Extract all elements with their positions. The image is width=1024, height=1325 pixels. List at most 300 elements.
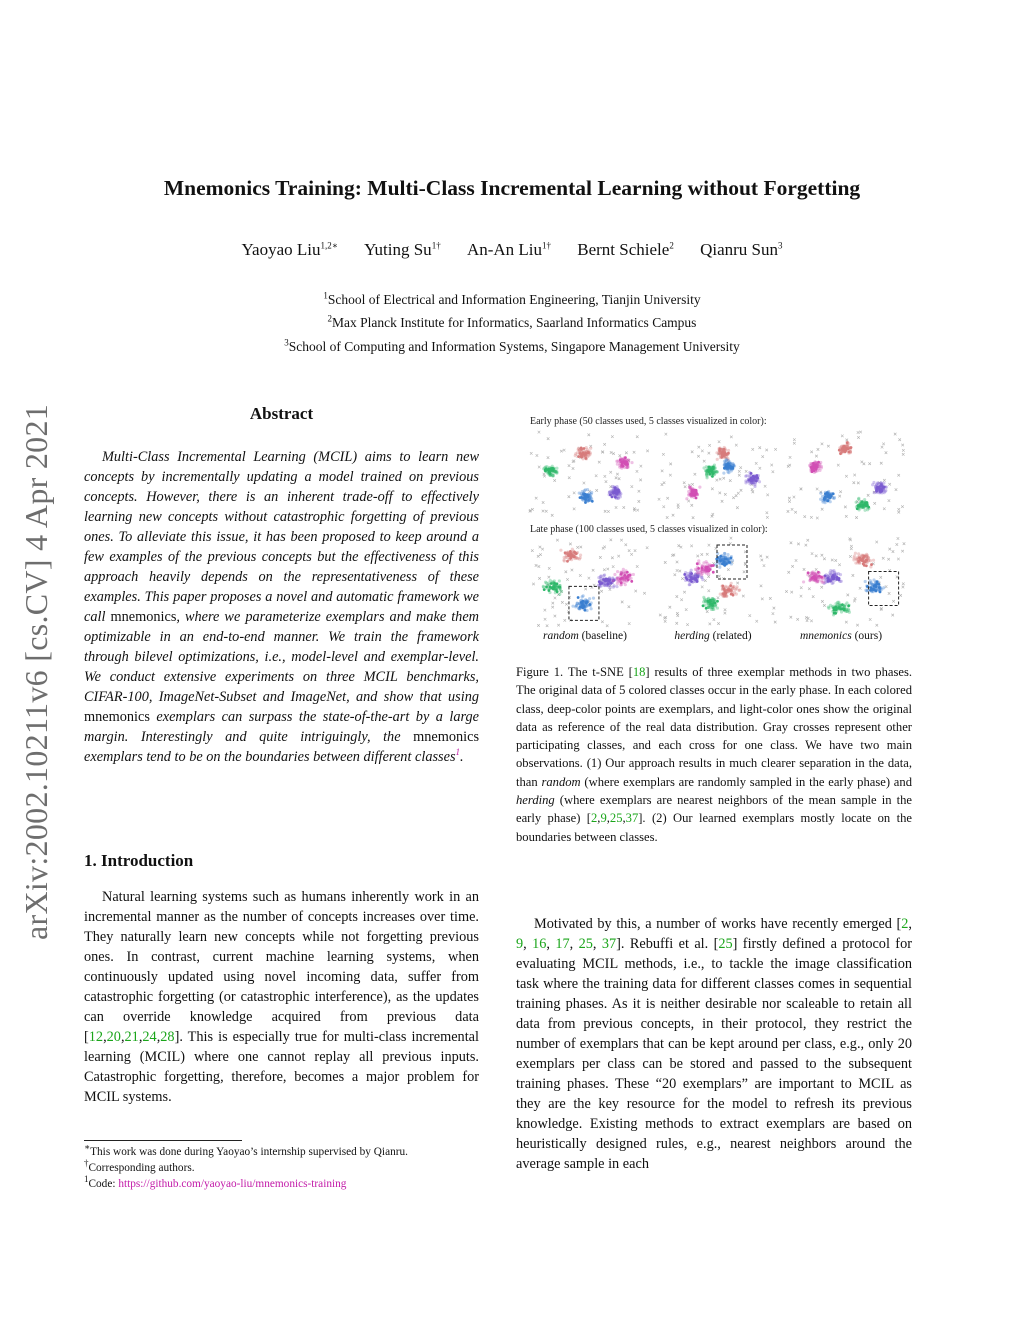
other-class-cross — [844, 506, 847, 509]
exemplar-point — [856, 504, 859, 507]
data-point — [702, 600, 705, 603]
other-class-cross — [772, 470, 775, 473]
other-class-cross — [794, 511, 797, 514]
exemplar-point — [835, 578, 838, 581]
exemplar-point — [629, 574, 632, 577]
exemplar-point — [755, 480, 758, 483]
citation-link[interactable]: 2 — [590, 811, 598, 826]
other-class-cross — [810, 516, 813, 519]
other-class-cross — [882, 443, 885, 446]
other-class-cross — [639, 479, 642, 482]
exemplar-point — [712, 602, 715, 605]
exemplar-point — [723, 467, 726, 470]
exemplar-point — [750, 477, 753, 480]
other-class-cross — [535, 564, 538, 567]
exemplar-point — [623, 574, 626, 577]
data-point — [702, 466, 705, 469]
data-point — [829, 569, 832, 572]
other-class-cross — [855, 516, 858, 519]
other-class-cross — [676, 595, 679, 598]
other-class-cross — [856, 624, 859, 627]
citation-link[interactable]: 37 — [601, 936, 617, 952]
exemplar-point — [817, 571, 820, 574]
data-point — [727, 471, 730, 474]
other-class-cross — [721, 500, 724, 503]
other-class-cross — [787, 571, 790, 574]
other-class-cross — [883, 479, 886, 482]
exemplar-point — [696, 575, 699, 578]
other-class-cross — [662, 453, 665, 456]
exemplar-point — [721, 585, 724, 588]
other-class-cross — [680, 546, 683, 549]
other-class-cross — [542, 501, 545, 504]
data-point — [737, 589, 740, 592]
other-class-cross — [557, 624, 560, 627]
citation-link[interactable]: 20 — [106, 1029, 121, 1045]
data-point — [714, 605, 717, 608]
exemplar-point — [839, 452, 842, 455]
data-point — [820, 579, 823, 582]
data-point — [864, 589, 867, 592]
other-class-cross — [592, 569, 595, 572]
data-point — [845, 601, 848, 604]
other-class-cross — [601, 620, 604, 623]
other-class-cross — [563, 619, 566, 622]
other-class-cross — [683, 481, 686, 484]
data-point — [544, 581, 547, 584]
exemplar-point — [577, 596, 580, 599]
other-class-cross — [634, 549, 637, 552]
other-class-cross — [845, 621, 848, 624]
other-class-cross — [791, 508, 794, 511]
other-class-cross — [612, 452, 615, 455]
other-class-cross — [584, 588, 587, 591]
data-point — [624, 583, 627, 586]
other-class-cross — [885, 451, 888, 454]
exemplar-point — [721, 454, 724, 457]
other-class-cross — [617, 555, 620, 558]
other-class-cross — [821, 600, 824, 603]
exemplar-point — [690, 580, 693, 583]
exemplar-point — [580, 496, 583, 499]
exemplar-point — [705, 607, 708, 610]
other-class-cross — [892, 600, 895, 603]
other-class-cross — [800, 488, 803, 491]
other-class-cross — [587, 434, 590, 437]
other-class-cross — [790, 591, 793, 594]
citation-link[interactable]: 21 — [124, 1029, 139, 1045]
other-class-cross — [543, 473, 546, 476]
other-class-cross — [615, 506, 618, 509]
other-class-cross — [674, 573, 677, 576]
exemplar-point — [750, 472, 753, 475]
citation-link[interactable]: 16 — [532, 936, 547, 952]
exemplar-point — [728, 561, 731, 564]
exemplar-point — [609, 578, 612, 581]
exemplar-point — [556, 582, 559, 585]
other-class-cross — [888, 548, 891, 551]
citation-link[interactable]: 25 — [718, 936, 733, 952]
other-class-cross — [638, 490, 641, 493]
other-class-cross — [857, 482, 860, 485]
other-class-cross — [700, 553, 703, 556]
exemplar-point — [812, 576, 815, 579]
data-point — [877, 482, 880, 485]
data-point — [617, 497, 620, 500]
other-class-cross — [588, 577, 591, 580]
citation-link[interactable]: 28 — [160, 1029, 175, 1045]
exemplar-point — [833, 576, 836, 579]
other-class-cross — [902, 449, 905, 452]
exemplar-point — [691, 490, 694, 493]
data-point — [579, 554, 582, 557]
data-point — [552, 472, 555, 475]
data-point — [718, 566, 721, 569]
other-class-cross — [740, 489, 743, 492]
exemplar-point — [620, 573, 623, 576]
exemplar-point — [580, 455, 583, 458]
other-class-cross — [834, 559, 837, 562]
data-point — [613, 584, 616, 587]
other-class-cross — [709, 623, 712, 626]
other-class-cross — [729, 479, 732, 482]
data-point — [690, 569, 693, 572]
data-point — [727, 449, 730, 452]
author: Bernt Schiele$^2$ — [577, 240, 674, 259]
other-class-cross — [707, 589, 710, 592]
other-class-cross — [846, 594, 849, 597]
other-class-cross — [697, 455, 700, 458]
other-class-cross — [628, 605, 631, 608]
exemplar-point — [550, 582, 553, 585]
exemplar-point — [556, 590, 559, 593]
data-point — [846, 444, 849, 447]
other-class-cross — [797, 543, 800, 546]
exemplar-point — [707, 468, 710, 471]
other-class-cross — [838, 563, 841, 566]
exemplar-point — [711, 472, 714, 475]
exemplar-point — [586, 601, 589, 604]
other-class-cross — [882, 557, 885, 560]
other-class-cross — [787, 465, 790, 468]
exemplar-point — [580, 601, 583, 604]
other-class-cross — [625, 452, 628, 455]
other-class-cross — [638, 500, 641, 503]
other-class-cross — [609, 471, 612, 474]
data-point — [615, 585, 618, 588]
data-point — [590, 607, 593, 610]
other-class-cross — [793, 438, 796, 441]
citation-link[interactable]: 18 — [632, 665, 646, 679]
exemplar-point — [857, 560, 860, 563]
citation-link[interactable]: 17 — [555, 936, 570, 952]
data-point — [869, 559, 872, 562]
other-class-cross — [669, 463, 672, 466]
exemplar-point — [607, 583, 610, 586]
other-class-cross — [628, 549, 631, 552]
other-class-cross — [669, 474, 672, 477]
exemplar-point — [756, 477, 759, 480]
other-class-cross — [598, 461, 601, 464]
exemplar-point — [697, 567, 700, 570]
exemplar-point — [873, 584, 876, 587]
other-class-cross — [857, 436, 860, 439]
other-class-cross — [708, 452, 711, 455]
other-class-cross — [696, 555, 699, 558]
exemplar-point — [582, 451, 585, 454]
footnote-rule — [84, 1140, 242, 1141]
exemplar-point — [862, 504, 865, 507]
other-class-cross — [628, 622, 631, 625]
other-class-cross — [571, 569, 574, 572]
data-point — [857, 552, 860, 555]
citation-link[interactable]: 12 — [88, 1029, 104, 1045]
other-class-cross — [891, 614, 894, 617]
other-class-cross — [727, 568, 730, 571]
other-class-cross — [680, 598, 683, 601]
exemplar-point — [820, 576, 823, 579]
data-point — [563, 559, 566, 562]
exemplar-point — [696, 562, 699, 565]
exemplar-point — [614, 489, 617, 492]
other-class-cross — [894, 433, 897, 436]
exemplar-point — [615, 492, 618, 495]
exemplar-point — [847, 447, 850, 450]
other-class-cross — [569, 543, 572, 546]
data-point — [555, 471, 558, 474]
exemplar-point — [604, 579, 607, 582]
other-class-cross — [736, 582, 739, 585]
other-class-cross — [621, 601, 624, 604]
exemplar-point — [579, 452, 582, 455]
other-class-cross — [766, 494, 769, 497]
exemplar-point — [730, 593, 733, 596]
other-class-cross — [853, 600, 856, 603]
data-point — [697, 559, 700, 562]
other-class-cross — [808, 587, 811, 590]
affiliation: $^2$Max Planck Institute for Informatics, Saarland Informatics Campus — [327, 313, 697, 330]
other-class-cross — [568, 464, 571, 467]
exemplar-point — [724, 591, 727, 594]
exemplar-point — [621, 577, 624, 580]
data-point — [542, 585, 545, 588]
other-class-cross — [902, 586, 905, 589]
other-class-cross — [681, 577, 684, 580]
other-class-cross — [669, 606, 672, 609]
other-class-cross — [691, 451, 694, 454]
other-class-cross — [579, 574, 582, 577]
arxiv-stamp: arXiv:2002.10211v6 [cs.CV] 4 Apr 2021 — [18, 403, 54, 940]
exemplar-point — [630, 580, 633, 583]
data-point — [716, 458, 719, 461]
other-class-cross — [744, 551, 747, 554]
other-class-cross — [619, 454, 622, 457]
citation-link[interactable]: 25 — [578, 936, 593, 952]
other-class-cross — [743, 571, 746, 574]
other-class-cross — [666, 497, 669, 500]
other-class-cross — [820, 586, 823, 589]
author-list — [0, 240, 1024, 260]
other-class-cross — [618, 477, 621, 480]
other-class-cross — [887, 558, 890, 561]
other-class-cross — [600, 590, 603, 593]
exemplar-point — [725, 562, 728, 565]
other-class-cross — [541, 548, 544, 551]
other-class-cross — [735, 444, 738, 447]
other-class-cross — [769, 597, 772, 600]
late-phase-label: Late phase (100 classes used, 5 classes visualized in color): — [530, 524, 768, 535]
other-class-cross — [636, 509, 639, 512]
data-point — [701, 564, 704, 567]
other-class-cross — [724, 493, 727, 496]
exemplar-point — [621, 461, 624, 464]
other-class-cross — [664, 561, 667, 564]
exemplar-point — [706, 569, 709, 572]
other-class-cross — [692, 516, 695, 519]
other-class-cross — [658, 498, 661, 501]
exemplar-point — [881, 489, 884, 492]
other-class-cross — [849, 555, 852, 558]
data-point — [817, 578, 820, 581]
exemplar-point — [865, 564, 868, 567]
other-class-cross — [755, 462, 758, 465]
other-class-cross — [690, 545, 693, 548]
data-point — [698, 486, 701, 489]
data-point — [603, 573, 606, 576]
citation-link[interactable]: 24 — [142, 1029, 157, 1045]
citation-link[interactable]: 37 — [625, 811, 639, 826]
other-class-cross — [730, 436, 733, 439]
exemplar-point — [835, 608, 838, 611]
exemplar-point — [709, 599, 712, 602]
citation-link[interactable]: 25 — [609, 811, 623, 826]
other-class-cross — [859, 587, 862, 590]
other-class-cross — [698, 446, 701, 449]
exemplar-point — [573, 555, 576, 558]
exemplar-point — [827, 577, 830, 580]
other-class-cross — [538, 565, 541, 568]
data-point — [834, 602, 837, 605]
exemplar-point — [727, 462, 730, 465]
section-heading-introduction: 1. Introduction — [84, 851, 194, 870]
other-class-cross — [583, 482, 586, 485]
exemplar-point — [725, 557, 728, 560]
other-class-cross — [761, 455, 764, 458]
other-class-cross — [755, 620, 758, 623]
other-class-cross — [901, 444, 904, 447]
exemplar-point — [815, 468, 818, 471]
other-class-cross — [902, 582, 905, 585]
citation-link[interactable]: 9 — [600, 811, 607, 826]
exemplar-point — [721, 562, 724, 565]
exemplar-point — [863, 555, 866, 558]
citation-link[interactable]: 9 — [516, 936, 524, 952]
exemplar-point — [882, 486, 885, 489]
data-point — [616, 570, 619, 573]
data-point — [827, 607, 830, 610]
other-class-cross — [875, 541, 878, 544]
other-class-cross — [530, 452, 533, 455]
other-class-cross — [841, 435, 844, 438]
data-point — [855, 501, 858, 504]
other-class-cross — [719, 478, 722, 481]
other-class-cross — [556, 539, 559, 542]
code-link[interactable]: https://github.com/yaoyao-liu/mnemonics-training — [118, 1178, 347, 1190]
other-class-cross — [563, 449, 566, 452]
other-class-cross — [676, 569, 679, 572]
other-class-cross — [823, 558, 826, 561]
other-class-cross — [897, 511, 900, 514]
author: Qianru Sun$^3$ — [700, 240, 783, 259]
other-class-cross — [554, 615, 557, 618]
data-point — [853, 554, 856, 557]
other-class-cross — [758, 446, 761, 449]
exemplar-point — [716, 600, 719, 603]
other-class-cross — [531, 549, 534, 552]
exemplar-point — [861, 559, 864, 562]
other-class-cross — [538, 431, 541, 434]
exemplar-point — [712, 571, 715, 574]
other-class-cross — [718, 492, 721, 495]
other-class-cross — [547, 437, 550, 440]
other-class-cross — [611, 557, 614, 560]
exemplar-point — [702, 604, 705, 607]
other-class-cross — [787, 510, 790, 513]
footnote-ref[interactable]: 1 — [455, 747, 461, 758]
other-class-cross — [636, 565, 639, 568]
other-class-cross — [863, 463, 866, 466]
other-class-cross — [538, 577, 541, 580]
data-point — [575, 604, 578, 607]
other-class-cross — [595, 474, 598, 477]
other-class-cross — [849, 539, 852, 542]
other-class-cross — [854, 597, 857, 600]
data-point — [705, 476, 708, 479]
exemplar-point — [543, 588, 546, 591]
other-class-cross — [763, 564, 766, 567]
other-class-cross — [793, 496, 796, 499]
exemplar-point — [695, 497, 698, 500]
data-point — [811, 570, 814, 573]
exemplar-point — [841, 448, 844, 451]
exemplar-point — [843, 608, 846, 611]
exemplar-point — [548, 470, 551, 473]
exemplar-point — [841, 603, 844, 606]
data-point — [872, 559, 875, 562]
data-point — [578, 557, 581, 560]
other-class-cross — [634, 590, 637, 593]
early-phase-label: Early phase (50 classes used, 5 classes visualized in color): — [530, 416, 767, 427]
other-class-cross — [895, 488, 898, 491]
other-class-cross — [867, 494, 870, 497]
other-class-cross — [711, 488, 714, 491]
other-class-cross — [548, 576, 551, 579]
exemplar-point — [879, 590, 882, 593]
exemplar-point — [869, 589, 872, 592]
exemplar-point — [846, 441, 849, 444]
citation-link[interactable]: 2 — [901, 916, 909, 932]
other-class-cross — [607, 510, 610, 513]
data-point — [685, 497, 688, 500]
other-class-cross — [879, 576, 882, 579]
exemplar-point — [587, 451, 590, 454]
data-point — [829, 604, 832, 607]
exemplar-point — [878, 583, 881, 586]
other-class-cross — [718, 440, 721, 443]
other-class-cross — [604, 475, 607, 478]
data-point — [732, 587, 735, 590]
other-class-cross — [605, 480, 608, 483]
